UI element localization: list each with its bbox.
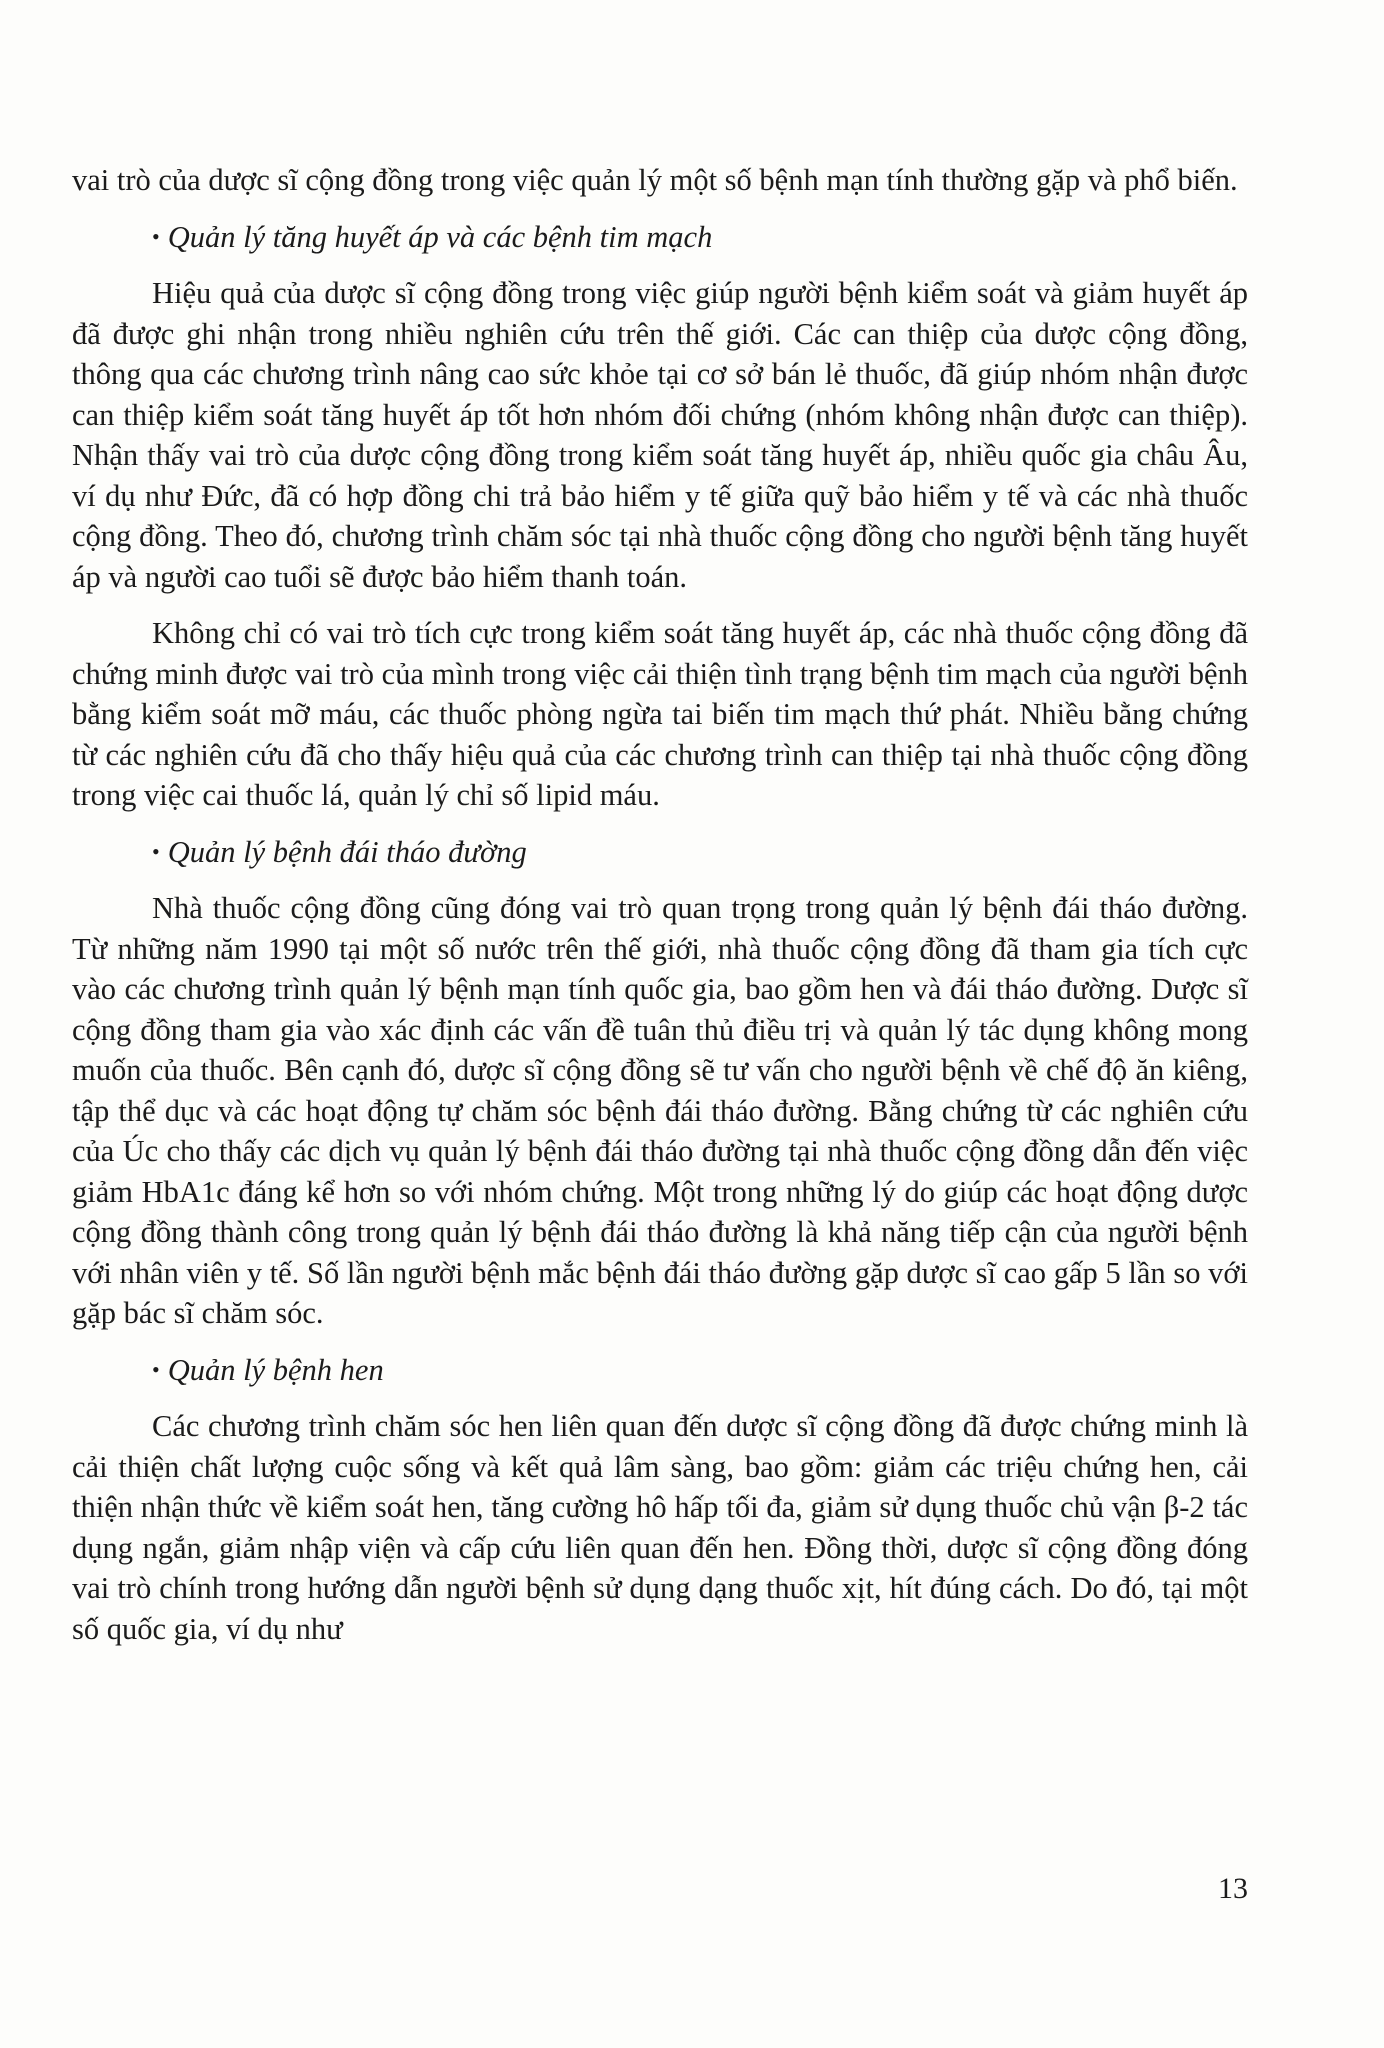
body-paragraph: Hiệu quả của dược sĩ cộng đồng trong việc giúp người bệnh kiểm soát và giảm huyết áp đã được ghi nhận trong nhiều nghiên cứu trên thế giới. Các can thiệp của dược cộng đồng, thông qua các chương trình nâng cao sức khỏe tại cơ sở bán lẻ thuốc, đã giúp nhóm nhận được can thiệp kiểm soát tăng huyết áp tốt hơn nhóm đối chứng (nhóm không nhận được can thiệp). Nhận thấy vai trò của dược cộng đồng trong kiểm soát tăng huyết áp, nhiều quốc gia châu Âu, ví dụ như Đức, đã có hợp đồng chi trả bảo hiểm y tế giữa quỹ bảo hiểm y tế và các nhà thuốc cộng đồng. Theo đó, chương trình chăm sóc tại nhà thuốc cộng đồng cho người bệnh tăng huyết áp và người cao tuổi sẽ được bảo hiểm thanh toán.	[72, 276, 1248, 594]
section-heading	[72, 1350, 1248, 1391]
intro-paragraph: vai trò của dược sĩ cộng đồng trong việc quản lý một số bệnh mạn tính thường gặp và phổ biến.	[72, 163, 1238, 197]
bullet-icon: •	[152, 1356, 160, 1382]
page-body	[72, 160, 1248, 1665]
section-heading-text: Quản lý tăng huyết áp và các bệnh tim mạch	[167, 219, 713, 254]
body-paragraph: Nhà thuốc cộng đồng cũng đóng vai trò quan trọng trong quản lý bệnh đái tháo đường. Từ những năm 1990 tại một số nước trên thế giới, nhà thuốc cộng đồng đã tham gia tích cực vào các chương trình quản lý bệnh mạn tính quốc gia, bao gồm hen và đái tháo đường. Dược sĩ cộng đồng tham gia vào xác định các vấn đề tuân thủ điều trị và quản lý tác dụng không mong muốn của thuốc. Bên cạnh đó, dược sĩ cộng đồng sẽ tư vấn cho người bệnh về chế độ ăn kiêng, tập thể dục và các hoạt động tự chăm sóc bệnh đái tháo đường. Bằng chứng từ các nghiên cứu của Úc cho thấy các dịch vụ quản lý bệnh đái tháo đường tại nhà thuốc cộng đồng dẫn đến việc giảm HbA1c đáng kể hơn so với nhóm chứng. Một trong những lý do giúp các hoạt động dược cộng đồng thành công trong quản lý bệnh đái tháo đường là khả năng tiếp cận của người bệnh với nhân viên y tế. Số lần người bệnh mắc bệnh đái tháo đường gặp dược sĩ cao gấp 5 lần so với gặp bác sĩ chăm sóc.	[72, 891, 1248, 1330]
page-number: 13	[1218, 1872, 1248, 1905]
section-heading	[72, 832, 1248, 873]
section-heading	[72, 217, 1248, 258]
section-heading-text: Quản lý bệnh đái tháo đường	[167, 834, 527, 869]
section-heading-text: Quản lý bệnh hen	[167, 1352, 384, 1387]
body-paragraph: Không chỉ có vai trò tích cực trong kiểm soát tăng huyết áp, các nhà thuốc cộng đồng đã chứng minh được vai trò của mình trong việc cải thiện tình trạng bệnh tim mạch của người bệnh bằng kiểm soát mỡ máu, các thuốc phòng ngừa tai biến tim mạch thứ phát. Nhiều bằng chứng từ các nghiên cứu đã cho thấy hiệu quả của các chương trình can thiệp tại nhà thuốc cộng đồng trong việc cai thuốc lá, quản lý chỉ số lipid máu.	[72, 616, 1248, 812]
body-paragraph: Các chương trình chăm sóc hen liên quan đến dược sĩ cộng đồng đã được chứng minh là cải thiện chất lượng cuộc sống và kết quả lâm sàng, bao gồm: giảm các triệu chứng hen, cải thiện nhận thức về kiểm soát hen, tăng cường hô hấp tối đa, giảm sử dụng thuốc chủ vận β-2 tác dụng ngắn, giảm nhập viện và cấp cứu liên quan đến hen. Đồng thời, dược sĩ cộng đồng đóng vai trò chính trong hướng dẫn người bệnh sử dụng dạng thuốc xịt, hít đúng cách. Do đó, tại một số quốc gia, ví dụ như	[72, 1409, 1248, 1646]
bullet-icon: •	[152, 223, 160, 249]
bullet-icon: •	[152, 838, 160, 864]
